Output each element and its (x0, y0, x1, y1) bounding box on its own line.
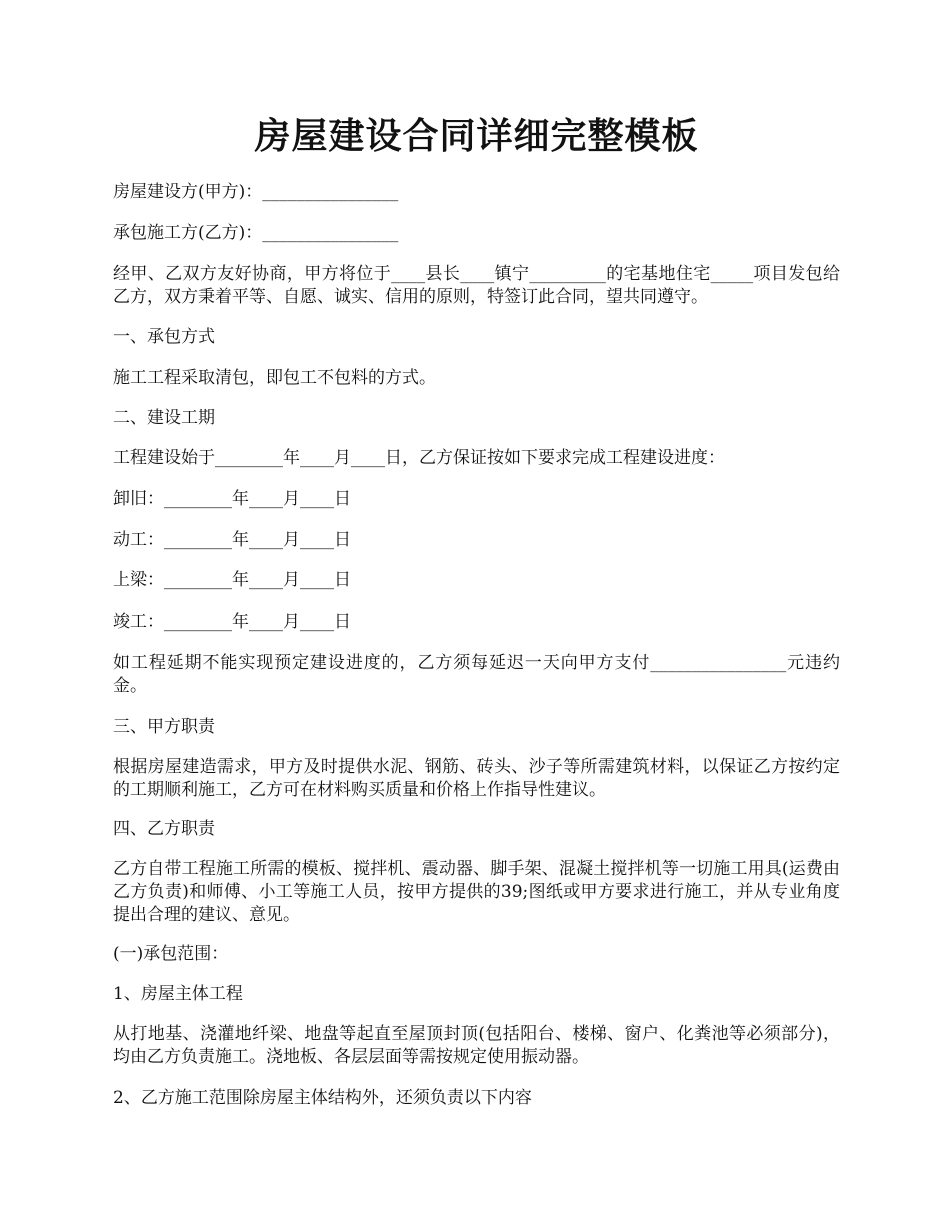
section-heading-3: 三、甲方职责 (113, 717, 215, 737)
party-b-line: 承包施工方(乙方)：________________ (113, 223, 399, 243)
document-title: 房屋建设合同详细完整模板 (254, 115, 699, 157)
scope-item-1-paragraph: 从打地基、浇灌地纤梁、地盘等起直至屋顶封顶(包括阳台、楼梯、窗户、化粪池等必须部分)，均由乙方负责施工。浇地板、各层层面等需按规定使用振动器。 (113, 1024, 840, 1067)
section-heading-1: 一、承包方式 (113, 327, 215, 347)
schedule-demolition-line: 卸旧：________年____月____日 (113, 489, 351, 509)
intro-paragraph: 经甲、乙双方友好协商，甲方将位于____县长____镇宁_________的宅基地住宅_____项目发包给乙方，双方秉着平等、自愿、诚实、信用的原则，特签订此合同，望共同遵守。 (113, 264, 840, 307)
party-a-line: 房屋建设方(甲方)：________________ (113, 182, 399, 202)
schedule-intro-paragraph: 工程建设始于________年____月____日，乙方保证按如下要求完成工程建设进度： (113, 448, 725, 468)
section-heading-2: 二、建设工期 (113, 408, 215, 428)
scope-heading: (一)承包范围： (113, 944, 229, 964)
schedule-start-line: 动工：________年____月____日 (113, 530, 351, 550)
party-a-duties-paragraph: 根据房屋建造需求，甲方及时提供水泥、钢筋、砖头、沙子等所需建筑材料，以保证乙方按约定的工期顺利施工，乙方可在材料购买质量和价格上作指导性建议。 (113, 757, 840, 800)
scope-item-2-paragraph: 2、乙方施工范围除房屋主体结构外，还须负责以下内容 (113, 1088, 532, 1108)
schedule-completion-line: 竣工：________年____月____日 (113, 612, 351, 632)
schedule-roof-beam-line: 上梁：________年____月____日 (113, 570, 351, 590)
party-b-duties-paragraph: 乙方自带工程施工所需的模板、搅拌机、震动器、脚手架、混凝土搅拌机等一切施工用具(运费由乙方负责)和师傅、小工等施工人员，按甲方提供的39;图纸或甲方要求进行施工，并从专业角度提出合理的建议、意见。 (113, 859, 840, 925)
section-heading-4: 四、乙方职责 (113, 819, 215, 839)
delay-penalty-paragraph: 如工程延期不能实现预定建设进度的，乙方须每延迟一天向甲方支付________________元违约金。 (113, 653, 840, 696)
contract-method-paragraph: 施工工程采取清包，即包工不包料的方式。 (113, 368, 436, 388)
scope-item-1-heading: 1、房屋主体工程 (113, 984, 243, 1004)
